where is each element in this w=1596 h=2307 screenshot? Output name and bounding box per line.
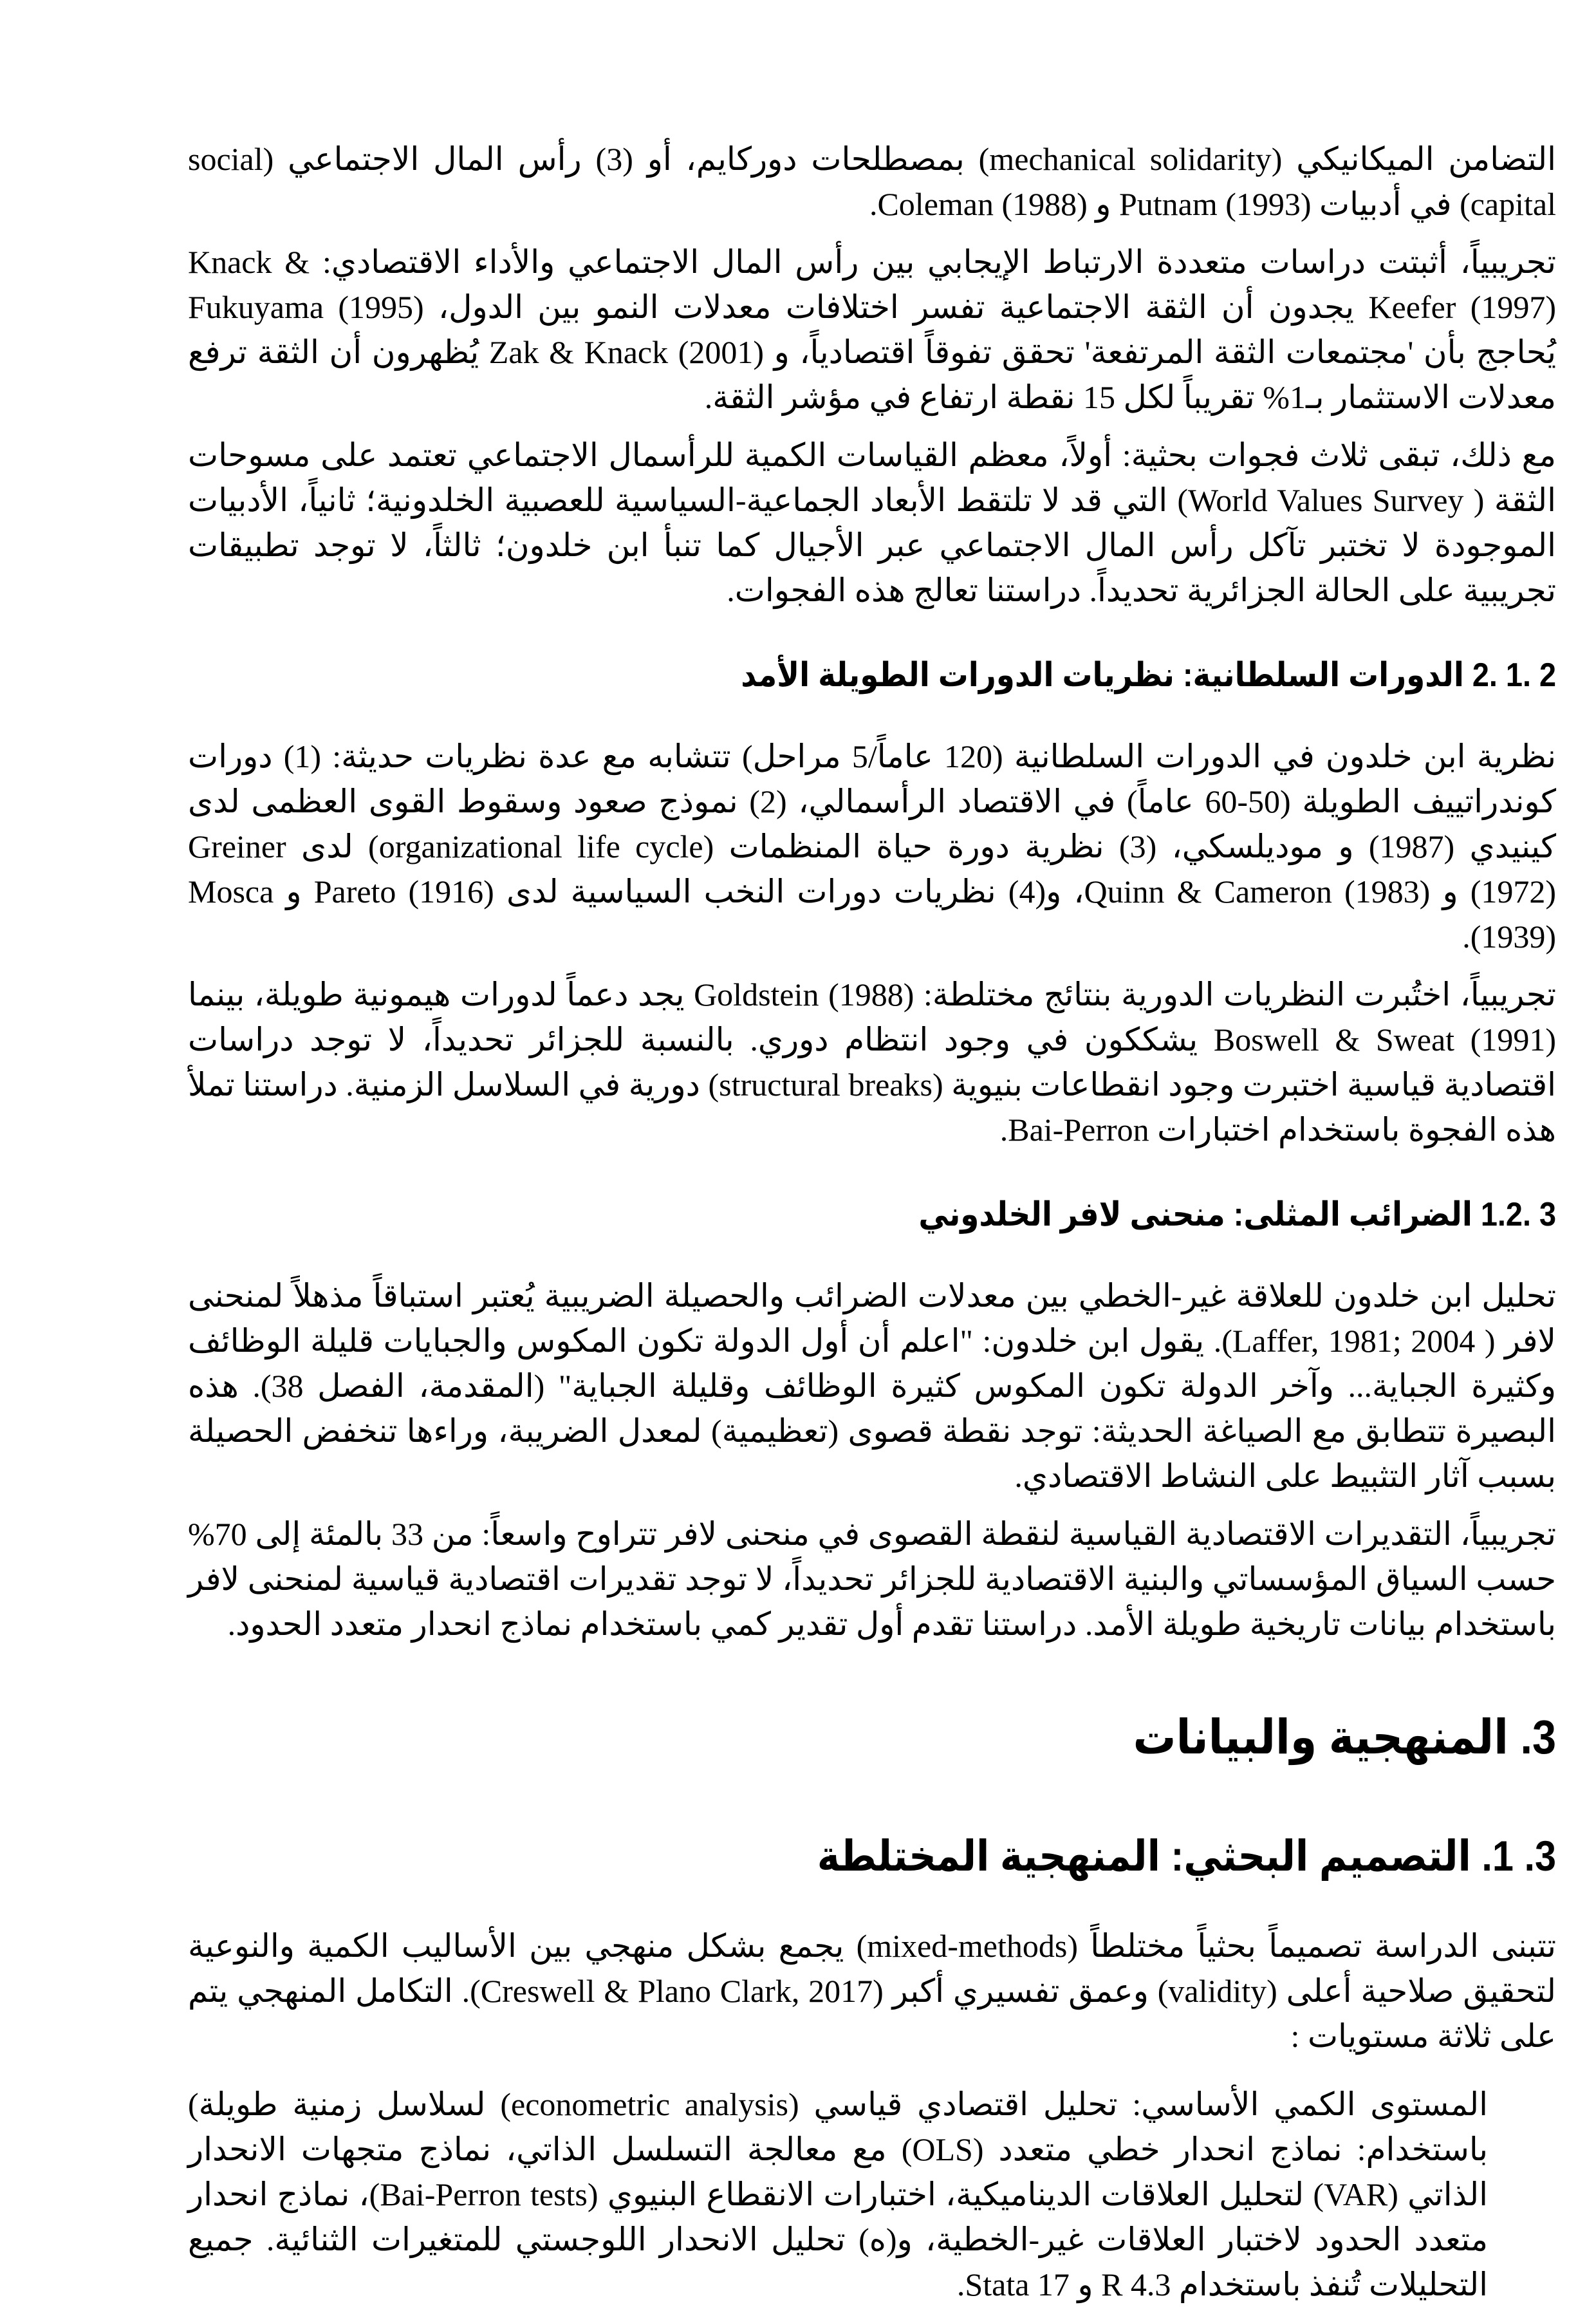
paragraph-empirical-trust: تجريبياً، أثبتت دراسات متعددة الارتباط الإيجابي بين رأس المال الاجتماعي والأداء الاقتصادي: Knack & Keefer (1997) يجدون أن الثقة الاجتماعية تفسر اختلافات معدلات النمو بين الدول، Fukuyama (1995) يُحاجج بأن 'مجتمعات الثقة المرتفعة' تحقق تفوقاً اقتصادياً، و Zak & Knack (2001) يُظهرون أن الثقة ترفع معدلات الاستثمار بـ1% تقريباً لكل 15 نقطة ارتفاع في مؤشر الثقة. (188, 244, 1557, 415)
heading-3-1-research-design: 3. 1. التصميم البحثي: المنهجية المختلطة (817, 1832, 1556, 1880)
paragraph-social-capital-intro: التضامن الميكانيكي (mechanical solidarity) بمصطلحات دوركايم، أو (3) رأس المال الاجتماعي (social capital) في أدبيات Putnam (1993) و Coleman (1988). (188, 141, 1557, 222)
paragraph-cycle-empirics: تجريبياً، اختُبرت النظريات الدورية بنتائج مختلطة: Goldstein (1988) يجد دعماً لدورات هيمونية طويلة، بينما Boswell & Sweat (1991) يشككون في وجود انتظام دوري. بالنسبة للجزائر تحديداً، لا توجد دراسات اقتصادية قياسية اختبرت وجود انقطاعات بنيوية (structural breaks) دورية في السلاسل الزمنية. دراستنا تملأ هذه الفجوة باستخدام اختبارات Bai-Perron. (188, 976, 1557, 1148)
heading-3-1-2-laffer-curve: 3 .1.2 الضرائب المثلى: منحنى لافر الخلدوني (918, 1196, 1556, 1233)
list-item-quantitative-level: المستوى الكمي الأساسي: تحليل اقتصادي قياسي (econometric analysis) لسلاسل زمنية طويلة) باستخدام: نماذج انحدار خطي متعدد (OLS) مع معالجة التسلسل الذاتي، نماذج متجهات الانحدار الذاتي (VAR) لتحليل العلاقات الديناميكية، اختبارات الانقطاع البنيوي (Bai-Perron tests)، نماذج انحدار متعدد الحدود لاختبار العلاقات غير-الخطية، و(ه) تحليل الانحدار اللوجستي للمتغيرات الثنائية. جميع التحليلات تُنفذ باستخدام R 4.3 و Stata 17. (188, 2086, 1488, 2302)
heading-3-methodology-data: 3. المنهجية والبيانات (1133, 1710, 1556, 1764)
paragraph-laffer-empirics: تجريبياً، التقديرات الاقتصادية القياسية لنقطة القصوى في منحنى لافر تتراوح واسعاً: من 33 بالمئة إلى 70% حسب السياق المؤسساتي والبنية الاقتصادية للجزائر تحديداً، لا توجد تقديرات اقتصادية قياسية لمنحنى لافر باستخدام بيانات تاريخية طويلة الأمد. دراستنا تقدم أول تقدير كمي باستخدام نماذج انحدار متعدد الحدود. (188, 1516, 1556, 1642)
paragraph-khaldun-laffer: تحليل ابن خلدون للعلاقة غير-الخطي بين معدلات الضرائب والحصيلة الضريبية يُعتبر استباقاً مذهلاً لمنحنى لافر ( Laffer, 1981; 2004). يقول ابن خلدون: "اعلم أن أول الدولة تكون المكوس والجبايات قليلة الوظائف وكثيرة الجباية... وآخر الدولة تكون المكوس كثيرة الوظائف وقليلة الجباية" (المقدمة، الفصل 38). هذه البصيرة تتطابق مع الصياغة الحديثة: توجد نقطة قصوى (تعظيمية) لمعدل الضريبة، وراءها تنخفض الحصيلة بسبب آثار التثبيط على النشاط الاقتصادي. (188, 1278, 1556, 1494)
heading-2-1-2-sultanic-cycles: 2 .1 .2 الدورات السلطانية: نظريات الدورات الطويلة الأمد (741, 657, 1556, 694)
paragraph-mixed-methods: تتبنى الدراسة تصميماً بحثياً مختلطاً (mixed-methods) يجمع بشكل منهجي بين الأساليب الكمية والنوعية لتحقيق صلاحية أعلى (validity) وعمق تفسيري أكبر (Creswell & Plano Clark, 2017). التكامل المنهجي يتم على ثلاثة مستويات : (188, 1928, 1557, 2054)
paragraph-research-gaps: مع ذلك، تبقى ثلاث فجوات بحثية: أولاً، معظم القياسات الكمية للرأسمال الاجتماعي تعتمد على مسوحات الثقة ( World Values Survey) التي قد لا تلتقط الأبعاد الجماعية-السياسية للعصبية الخلدونية؛ ثانياً، الأدبيات الموجودة لا تختبر تآكل رأس المال الاجتماعي عبر الأجيال كما تنبأ ابن خلدون؛ ثالثاً، لا توجد تطبيقات تجريبية على الحالة الجزائرية تحديداً. دراستنا تعالج هذه الفجوات. (188, 437, 1557, 608)
paragraph-cycle-theories: نظرية ابن خلدون في الدورات السلطانية (120 عاماً/5 مراحل) تتشابه مع عدة نظريات حديثة: (1) دورات كوندراتييف الطويلة (50-60 عاماً) في الاقتصاد الرأسمالي، (2) نموذج صعود وسقوط القوى العظمى لدى كينيدي (1987) و موديلسكي، (3) نظرية دورة حياة المنظمات (organizational life cycle) لدى Greiner (1972) و Quinn & Cameron (1983)، و(4) نظريات دورات النخب السياسية لدى Pareto (1916) و Mosca (1939). (188, 738, 1557, 955)
document-page (188, 136, 1556, 2307)
